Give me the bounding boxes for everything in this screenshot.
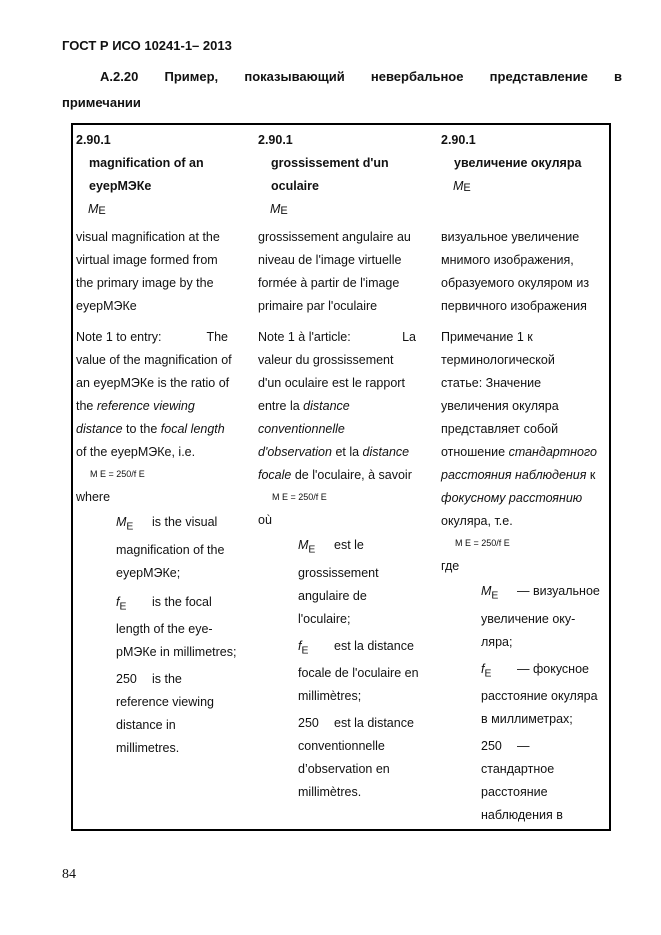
term-number: 2.90.1	[76, 133, 111, 147]
where-label: where	[76, 490, 111, 504]
term-line: grossissement d'un	[271, 156, 389, 170]
note: Note 1 to entry: The value of the magnification of an eyepМЭКe is the ratio of the reference viewing distance to the focal length of the eyepМЭКe, i.e.	[76, 330, 232, 459]
terminology-table	[71, 123, 611, 831]
term-line: eyepМЭКe	[89, 179, 152, 193]
symbol-definitions: $M_E$ is the visual magnification of the eyepМЭКe; $f_E$ is the focal length of the eye- pМЭКe in millimetres; 250 is the reference viewing distance in millimetres.	[116, 515, 237, 755]
term-number: 2.90.1	[441, 133, 476, 147]
term-line: oculaire	[271, 179, 319, 193]
formula: M E = 250/f E	[455, 538, 510, 548]
heading-word: в	[613, 69, 622, 84]
column-english	[76, 125, 252, 760]
definition: визуальное увеличение мнимого изображения, образуемого окуляром из первичного изображения	[441, 230, 590, 313]
term-line: увеличение окуляра	[454, 156, 582, 170]
heading-word: невербальное	[370, 69, 464, 84]
column-french	[258, 125, 434, 804]
heading-word: представление	[489, 69, 588, 84]
page-number: 84	[62, 867, 76, 882]
heading-word: показывающий	[244, 69, 345, 84]
term-line: magnification of an	[89, 156, 204, 170]
definition: visual magnification at the virtual image formed from the primary image by the eyepМЭКe	[76, 230, 220, 313]
symbol-definitions: $M_E$ est le grossissement angulaire de l'oculaire; $f_E$ est la distance focale de l'oculaire en millimètres; 250 est la distance conventionnelle d’observation en millimètres.	[298, 538, 419, 799]
term-number: 2.90.1	[258, 133, 293, 147]
where-label: où	[258, 513, 272, 527]
term-symbol: $M_E$	[270, 202, 288, 217]
formula: M E = 250/f E	[272, 492, 327, 502]
heading-line-2: примечании	[62, 95, 141, 110]
document-header: ГОСТ Р ИСО 10241-1– 2013	[62, 38, 232, 53]
note: Note 1 à l'article: La valeur du grossissement d'un oculaire est le rapport entre la distance conventionnelle d'observation et la distance focale de l'oculaire, à savoir	[258, 330, 416, 482]
term-symbol: $M_E$	[88, 202, 106, 217]
term-symbol: $M_E$	[453, 179, 471, 194]
where-label: где	[441, 559, 460, 573]
symbol-definitions: $M_E$ — визуальное увеличение оку- ляра; $f_E$ — фокусное расстояние окуляра в миллиметрах; 250 — стандартное расстояние наблюдения в	[481, 584, 600, 822]
section-number: А.2.20	[100, 69, 139, 84]
formula: M E = 250/f E	[90, 469, 145, 479]
section-heading	[62, 64, 622, 116]
note: Примечание 1 к терминологической статье: Значение увеличения окуляра представляет собой отношение стандартного расстояния наблюдения к фокусному расстоянию окуляра, т.е.	[441, 330, 597, 528]
definition: grossissement angulaire au niveau de l'image virtuelle formée à partir de l'image primaire par l'oculaire	[258, 230, 411, 313]
column-russian	[441, 125, 613, 827]
heading-word: Пример,	[164, 69, 219, 84]
